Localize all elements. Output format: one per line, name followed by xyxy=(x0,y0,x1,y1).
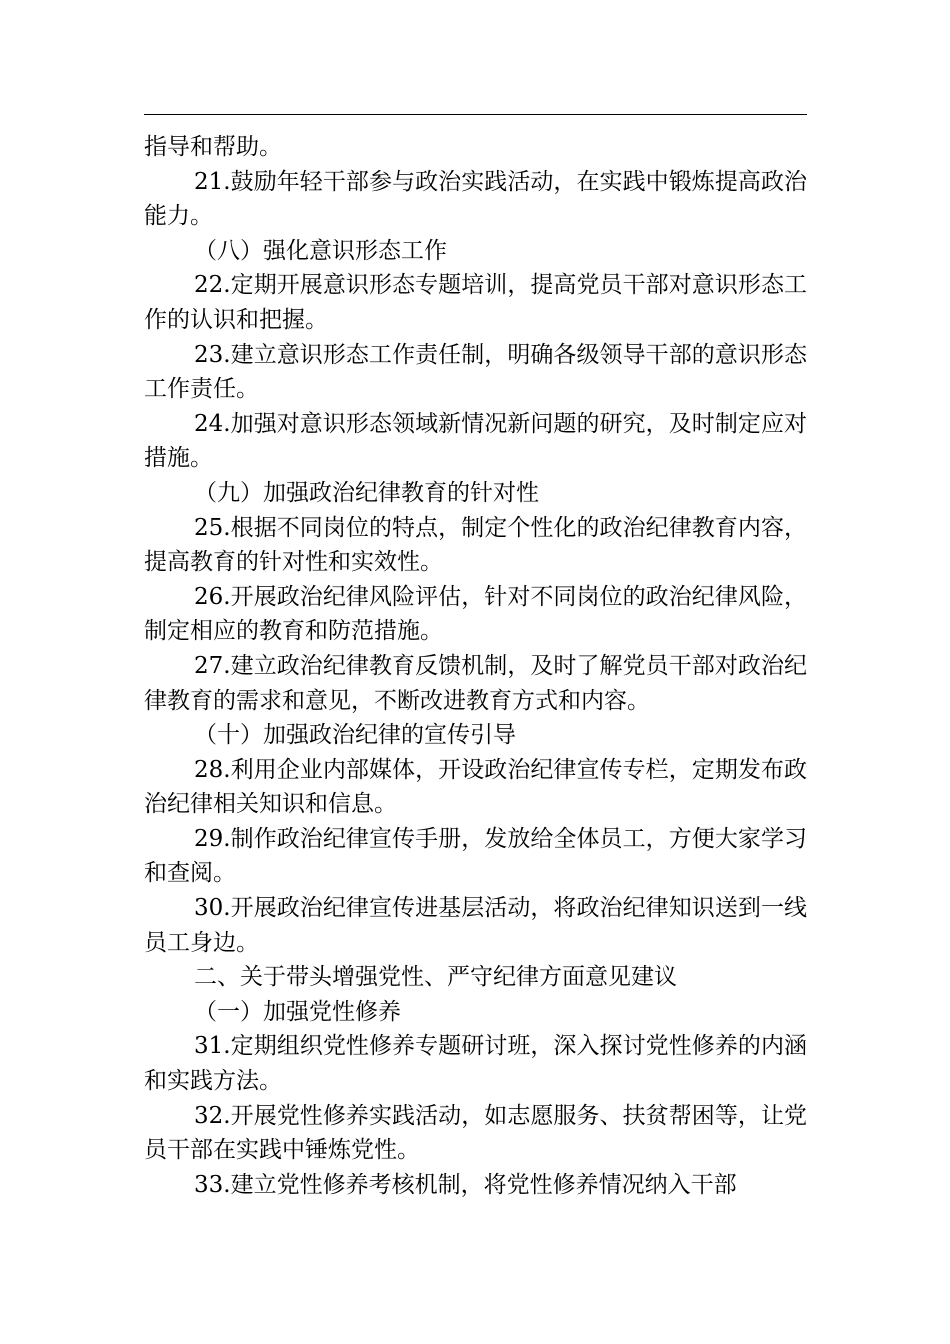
document-body xyxy=(144,130,807,1202)
paragraph-item-23: 23.建立意识形态工作责任制，明确各级领导干部的意识形态工作责任。 xyxy=(144,341,807,403)
paragraph-item-26: 26.开展政治纪律风险评估，针对不同岗位的政治纪律风险，制定相应的教育和防范措施。 xyxy=(144,583,807,645)
header-rule xyxy=(144,114,807,115)
section-heading-1: （一）加强党性修养 xyxy=(194,998,401,1025)
section-heading-10: （十）加强政治纪律的宣传引导 xyxy=(194,722,516,749)
paragraph-item-21: 21.鼓励年轻干部参与政治实践活动，在实践中锻炼提高政治能力。 xyxy=(144,168,807,230)
paragraph-item-24: 24.加强对意识形态领域新情况新问题的研究，及时制定应对措施。 xyxy=(144,410,807,472)
paragraph-item-33: 33.建立党性修养考核机制，将党性修养情况纳入干部 xyxy=(194,1171,737,1198)
section-heading-8: （八）强化意识形态工作 xyxy=(194,237,447,264)
paragraph-item-25: 25.根据不同岗位的特点，制定个性化的政治纪律教育内容，提高教育的针对性和实效性。 xyxy=(144,514,807,576)
paragraph-item-30: 30.开展政治纪律宣传进基层活动，将政治纪律知识送到一线员工身边。 xyxy=(144,895,807,956)
paragraph-item-22: 22.定期开展意识形态专题培训，提高党员干部对意识形态工作的认识和把握。 xyxy=(144,272,807,333)
paragraph-continuation: 指导和帮助。 xyxy=(144,134,282,160)
paragraph-item-27: 27.建立政治纪律教育反馈机制，及时了解党员干部对政治纪律教育的需求和意见，不断改进教育方式和内容。 xyxy=(144,652,807,714)
paragraph-item-32: 32.开展党性修养实践活动，如志愿服务、扶贫帮困等，让党员干部在实践中锤炼党性。 xyxy=(144,1102,807,1164)
section-heading-9: （九）加强政治纪律教育的针对性 xyxy=(194,479,539,506)
paragraph-item-28: 28.利用企业内部媒体，开设政治纪律宣传专栏，定期发布政治纪律相关知识和信息。 xyxy=(144,756,807,818)
paragraph-item-31: 31.定期组织党性修养专题研讨班，深入探讨党性修养的内涵和实践方法。 xyxy=(144,1033,807,1095)
paragraph-item-29: 29.制作政治纪律宣传手册，发放给全体员工，方便大家学习和查阅。 xyxy=(144,825,807,887)
chapter-heading-2: 二、关于带头增强党性、严守纪律方面意见建议 xyxy=(194,964,677,991)
